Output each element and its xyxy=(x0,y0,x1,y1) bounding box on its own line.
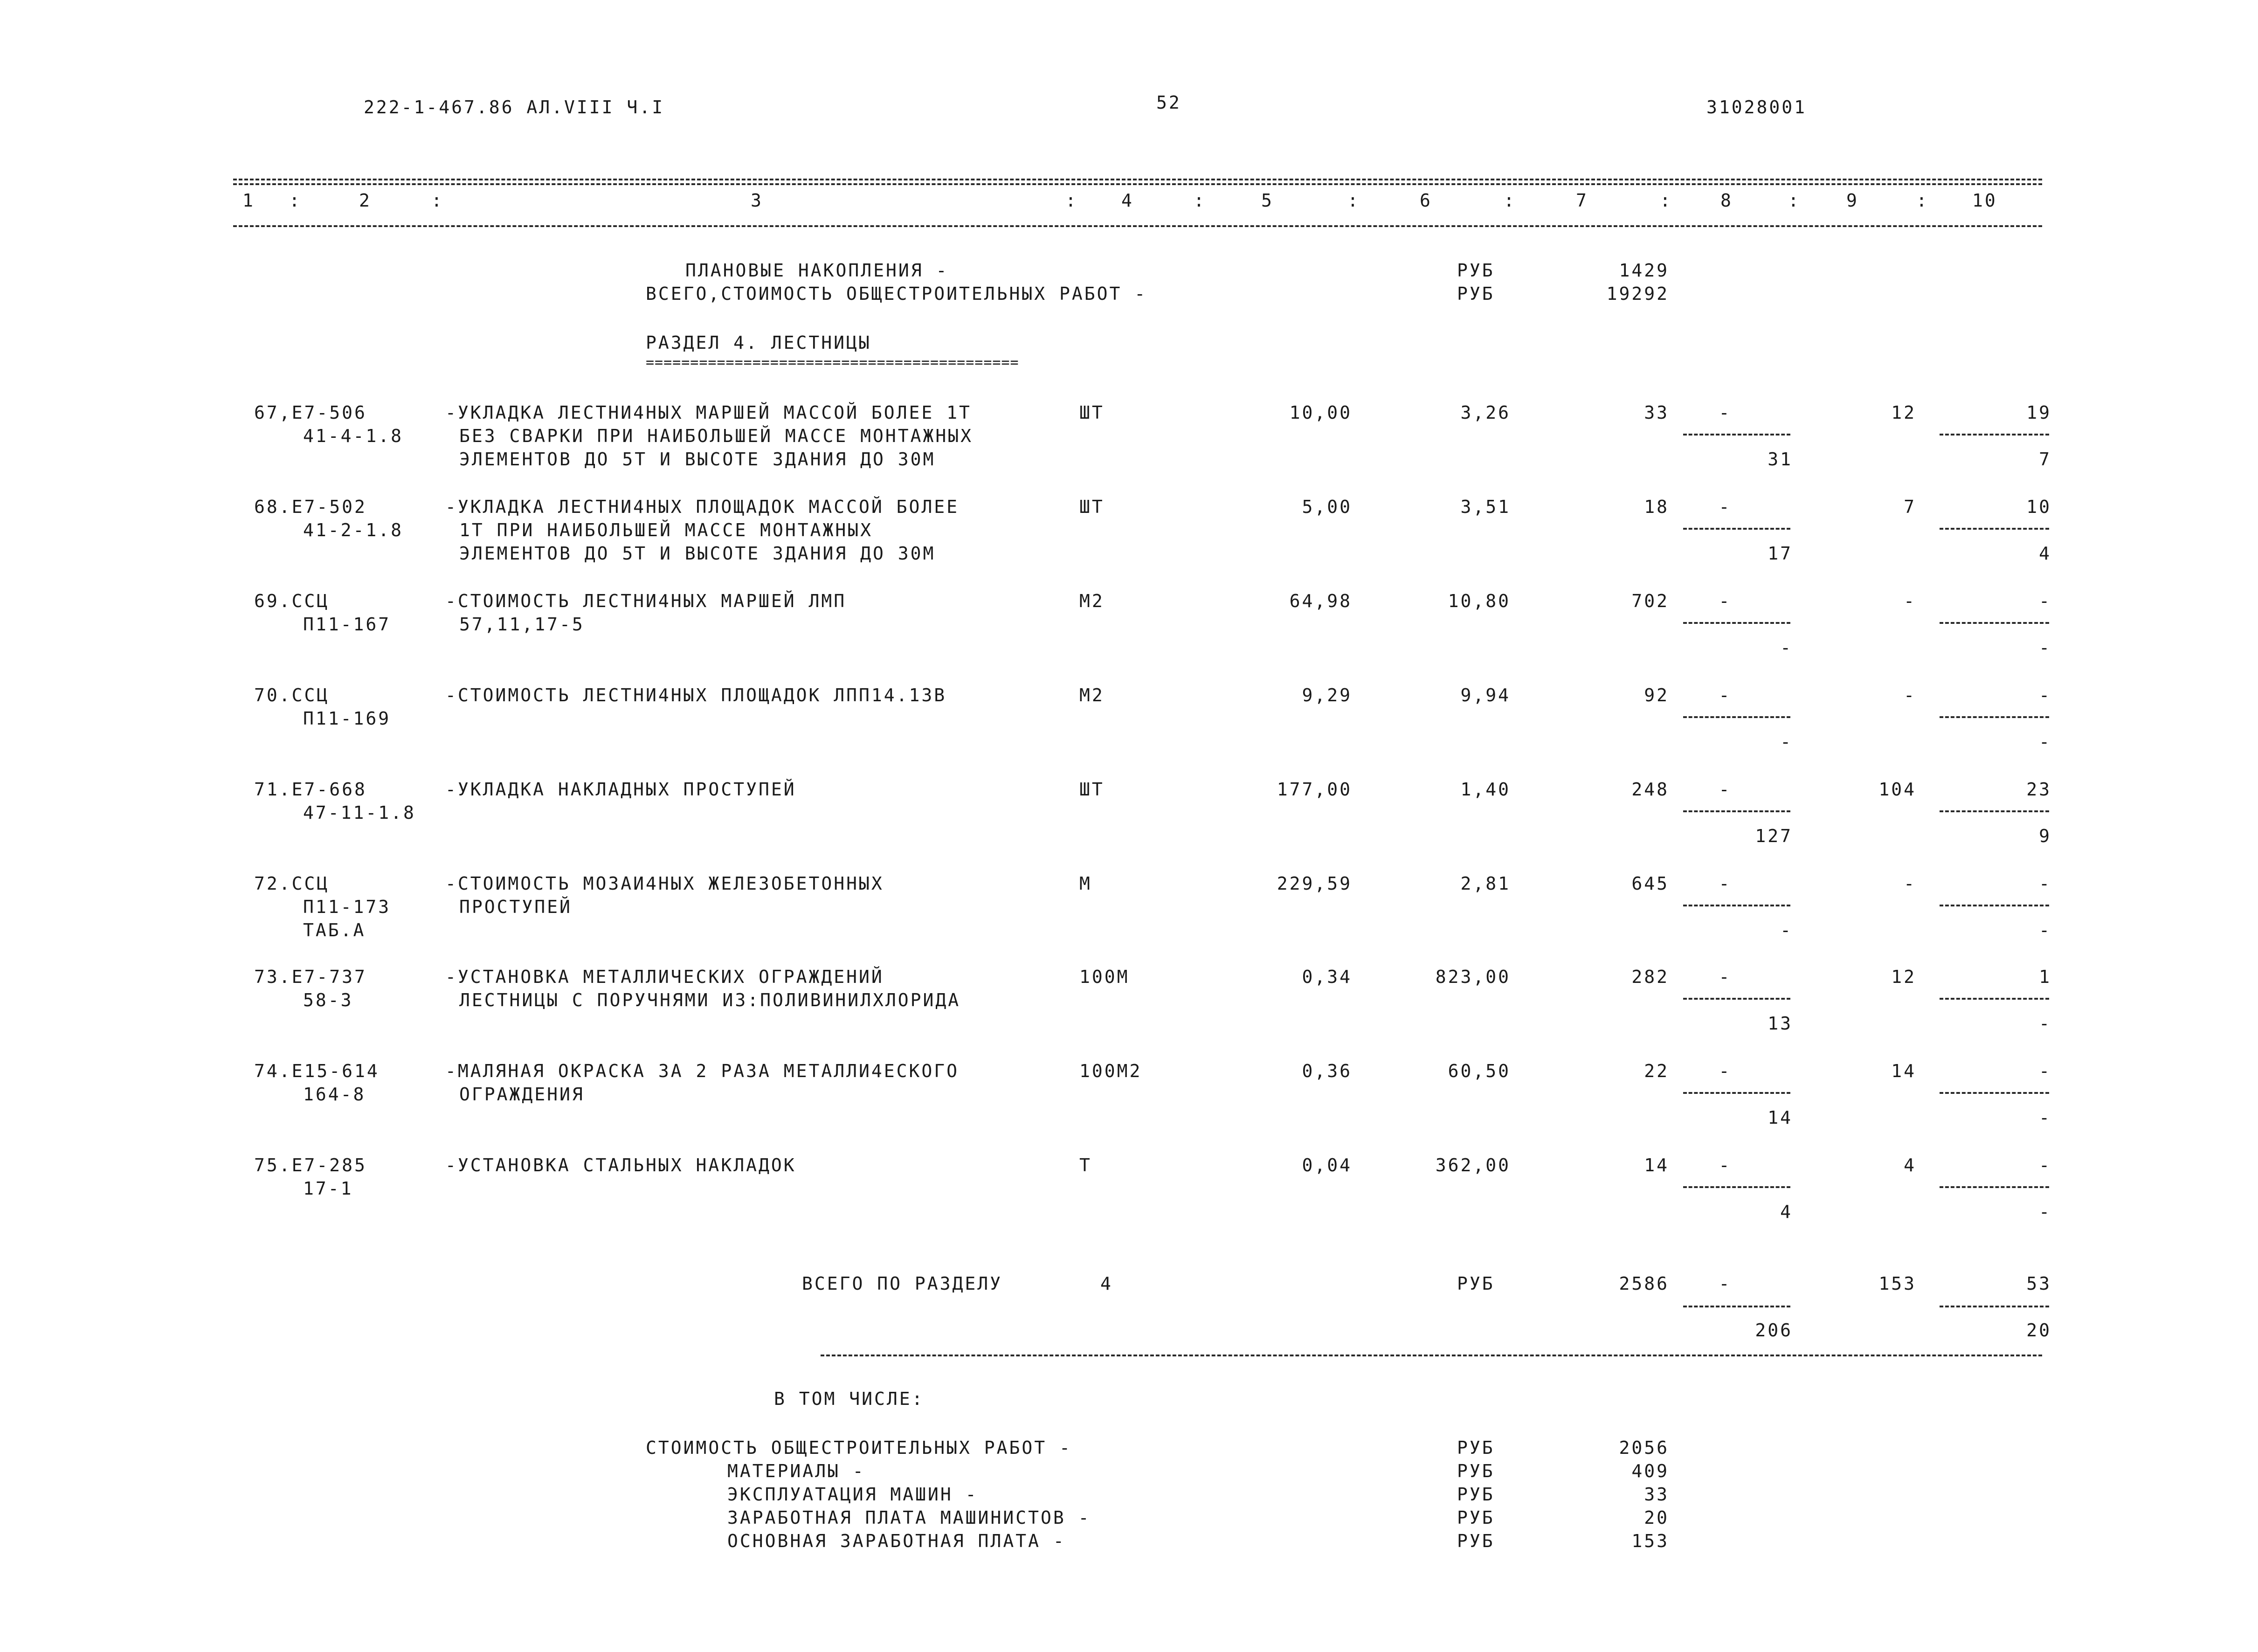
row-col10-rule xyxy=(1940,810,2049,812)
row-unit: М2 xyxy=(1079,685,1105,705)
row-col10-rule xyxy=(1940,905,2049,906)
row-quantity: 0,34 xyxy=(1302,967,1352,987)
row-quantity: 64,98 xyxy=(1289,591,1352,611)
row-description: БЕЗ СВАРКИ ПРИ НАИБОЛЬШЕЙ МАССЕ МОНТАЖНЫХ xyxy=(459,426,973,446)
row-col10-rule xyxy=(1940,1186,2049,1188)
column-header-10: 10 xyxy=(1972,190,1997,211)
row-col8: - xyxy=(1719,1061,1732,1081)
summary-label: ВСЕГО,СТОИМОСТЬ ОБЩЕСТРОИТЕЛЬНЫХ РАБОТ - xyxy=(646,283,1147,304)
row-unit: ШТ xyxy=(1079,497,1105,517)
row-col10: - xyxy=(2039,685,2051,705)
row-col8-bottom: 31 xyxy=(1768,449,1793,470)
including-label: ЗАРАБОТНАЯ ПЛАТА МАШИНИСТОВ - xyxy=(727,1507,1091,1528)
row-total: 645 xyxy=(1631,873,1669,894)
including-unit: РУБ xyxy=(1457,1531,1495,1551)
row-unit-price: 1,40 xyxy=(1460,779,1511,800)
section-total-num: 4 xyxy=(1100,1273,1113,1294)
row-quantity: 229,59 xyxy=(1277,873,1352,894)
row-col8-bottom: 14 xyxy=(1768,1107,1793,1128)
row-total: 92 xyxy=(1644,685,1669,705)
row-col9: - xyxy=(1904,685,1916,705)
row-unit-price: 362,00 xyxy=(1435,1155,1511,1175)
section-total-c10-rule xyxy=(1940,1306,2049,1307)
summary-value: 1429 xyxy=(1619,260,1669,281)
row-col10-rule xyxy=(1940,998,2049,1000)
column-header-5: 5 xyxy=(1261,190,1274,211)
row-col8: - xyxy=(1719,873,1732,894)
row-col10-bottom: - xyxy=(2039,1013,2051,1034)
row-code-ref: П11-173 xyxy=(303,897,391,917)
row-col8-bottom: 17 xyxy=(1768,543,1793,564)
row-unit-price: 10,80 xyxy=(1448,591,1511,611)
total-rule xyxy=(821,1355,2042,1356)
including-unit: РУБ xyxy=(1457,1461,1495,1481)
column-separator: : xyxy=(1065,190,1078,211)
row-col8-bottom: - xyxy=(1780,732,1793,752)
section-total-c10: 53 xyxy=(2026,1273,2051,1294)
row-col10-bottom: 9 xyxy=(2039,826,2051,846)
column-separator: : xyxy=(1504,190,1516,211)
including-label: СТОИМОСТЬ ОБЩЕСТРОИТЕЛЬНЫХ РАБОТ - xyxy=(646,1438,1072,1458)
column-header-7: 7 xyxy=(1576,190,1588,211)
row-col8: - xyxy=(1719,497,1732,517)
row-col8: - xyxy=(1719,779,1732,800)
row-quantity: 0,36 xyxy=(1302,1061,1352,1081)
including-value: 409 xyxy=(1631,1461,1669,1481)
row-code-ref: 17-1 xyxy=(303,1178,353,1199)
row-unit-price: 2,81 xyxy=(1460,873,1511,894)
doc-number: 31028001 xyxy=(1706,97,1807,118)
row-code: 68.Е7-502 xyxy=(254,497,367,517)
row-col10: - xyxy=(2039,1061,2051,1081)
row-description: ПРОСТУПЕЙ xyxy=(459,897,572,917)
including-unit: РУБ xyxy=(1457,1507,1495,1528)
row-col9: 12 xyxy=(1891,402,1916,423)
row-code: 71.Е7-668 xyxy=(254,779,367,800)
row-description: 57,11,17-5 xyxy=(459,614,585,635)
row-col10: - xyxy=(2039,1155,2051,1175)
column-separator: : xyxy=(431,190,444,211)
row-col8-rule xyxy=(1683,528,1790,530)
row-unit-price: 3,51 xyxy=(1460,497,1511,517)
row-total: 33 xyxy=(1644,402,1669,423)
row-unit-price: 3,26 xyxy=(1460,402,1511,423)
row-col10-bottom: - xyxy=(2039,1202,2051,1222)
section-title: РАЗДЕЛ 4. ЛЕСТНИЦЫ xyxy=(646,332,871,353)
including-value: 33 xyxy=(1644,1484,1669,1505)
section-underline: ========================================== xyxy=(646,354,1019,371)
row-col8-rule xyxy=(1683,998,1790,1000)
including-label: МАТЕРИАЛЫ - xyxy=(727,1461,865,1481)
row-code-ref: 164-8 xyxy=(303,1084,366,1105)
section-total-c10b: 20 xyxy=(2026,1320,2051,1341)
row-quantity: 177,00 xyxy=(1277,779,1352,800)
row-col10-rule xyxy=(1940,434,2049,435)
including-unit: РУБ xyxy=(1457,1438,1495,1458)
column-header-3: 3 xyxy=(751,190,763,211)
row-col8-rule xyxy=(1683,434,1790,435)
row-col9: - xyxy=(1904,873,1916,894)
row-col9: 7 xyxy=(1904,497,1916,517)
section-total-unit: РУБ xyxy=(1457,1273,1495,1294)
row-code-ref: 58-3 xyxy=(303,990,353,1010)
row-col10: 10 xyxy=(2026,497,2051,517)
including-value: 2056 xyxy=(1619,1438,1669,1458)
row-col10-bottom: - xyxy=(2039,637,2051,658)
row-code-ref: 41-4-1.8 xyxy=(303,426,404,446)
row-col9: 14 xyxy=(1891,1061,1916,1081)
row-code: 73.Е7-737 xyxy=(254,967,367,987)
row-col10: - xyxy=(2039,873,2051,894)
row-col8-bottom: 13 xyxy=(1768,1013,1793,1034)
row-col8-rule xyxy=(1683,716,1790,718)
row-description: -МАЛЯНАЯ ОКРАСКА ЗА 2 РАЗА МЕТАЛЛИ4ЕСКОГО xyxy=(445,1061,959,1081)
row-quantity: 9,29 xyxy=(1302,685,1352,705)
row-code: 67,Е7-506 xyxy=(254,402,367,423)
row-code-ref: П11-169 xyxy=(303,708,391,729)
summary-value: 19292 xyxy=(1606,283,1669,304)
row-col10: 1 xyxy=(2039,967,2051,987)
row-col10-bottom: - xyxy=(2039,732,2051,752)
row-col8: - xyxy=(1719,1155,1732,1175)
row-description: -УСТАНОВКА МЕТАЛЛИЧЕСКИХ ОГРАЖДЕНИЙ xyxy=(445,967,884,987)
row-col10-bottom: - xyxy=(2039,1107,2051,1128)
row-col8-bottom: - xyxy=(1780,637,1793,658)
row-total: 282 xyxy=(1631,967,1669,987)
row-col10-bottom: - xyxy=(2039,920,2051,940)
row-col10-bottom: 7 xyxy=(2039,449,2051,470)
row-unit: 100М2 xyxy=(1079,1061,1142,1081)
including-label: ЭКСПЛУАТАЦИЯ МАШИН - xyxy=(727,1484,978,1505)
row-description: ЭЛЕМЕНТОВ ДО 5Т И ВЫСОТЕ ЗДАНИЯ ДО 30М xyxy=(459,449,936,470)
column-header-8: 8 xyxy=(1720,190,1733,211)
row-unit: ШТ xyxy=(1079,779,1105,800)
column-header-9: 9 xyxy=(1846,190,1859,211)
column-header-1: 1 xyxy=(242,190,255,211)
row-total: 18 xyxy=(1644,497,1669,517)
including-title: В ТОМ ЧИСЛЕ: xyxy=(774,1389,925,1409)
row-description: -СТОИМОСТЬ МОЗАИ4НЫХ ЖЕЛЕЗОБЕТОННЫХ xyxy=(445,873,884,894)
row-unit-price: 60,50 xyxy=(1448,1061,1511,1081)
row-unit-price: 9,94 xyxy=(1460,685,1511,705)
row-col10-rule xyxy=(1940,716,2049,718)
row-total: 248 xyxy=(1631,779,1669,800)
row-total: 14 xyxy=(1644,1155,1669,1175)
row-code-table: ТАБ.А xyxy=(303,920,366,940)
row-description: ЛЕСТНИЦЫ С ПОРУЧНЯМИ ИЗ:ПОЛИВИНИЛХЛОРИДА xyxy=(459,990,961,1010)
row-col10-rule xyxy=(1940,1092,2049,1094)
header-rule-top-2 xyxy=(233,183,2042,185)
row-quantity: 10,00 xyxy=(1289,402,1352,423)
row-unit-price: 823,00 xyxy=(1435,967,1511,987)
column-separator: : xyxy=(1788,190,1801,211)
page-number: 52 xyxy=(1156,92,1181,113)
summary-unit: РУБ xyxy=(1457,283,1495,304)
row-col8-rule xyxy=(1683,1186,1790,1188)
row-col8-rule xyxy=(1683,622,1790,624)
summary-label: ПЛАНОВЫЕ НАКОПЛЕНИЯ - xyxy=(685,260,949,281)
including-label: ОСНОВНАЯ ЗАРАБОТНАЯ ПЛАТА - xyxy=(727,1531,1066,1551)
row-col9: 104 xyxy=(1878,779,1916,800)
row-col8: - xyxy=(1719,402,1732,423)
column-header-4: 4 xyxy=(1121,190,1134,211)
row-code: 70.ССЦ xyxy=(254,685,330,705)
including-value: 153 xyxy=(1631,1531,1669,1551)
row-quantity: 5,00 xyxy=(1302,497,1352,517)
row-code: 72.ССЦ xyxy=(254,873,330,894)
row-col9: - xyxy=(1904,591,1916,611)
row-code: 74.Е15-614 xyxy=(254,1061,380,1081)
row-description: -УКЛАДКА ЛЕСТНИ4НЫХ ПЛОЩАДОК МАССОЙ БОЛЕЕ xyxy=(445,497,959,517)
row-col10: 23 xyxy=(2026,779,2051,800)
row-code-ref: 41-2-1.8 xyxy=(303,520,404,540)
summary-unit: РУБ xyxy=(1457,260,1495,281)
column-separator: : xyxy=(1916,190,1929,211)
row-description: -УКЛАДКА ЛЕСТНИ4НЫХ МАРШЕЙ МАССОЙ БОЛЕЕ 1Т xyxy=(445,402,972,423)
row-code: 75.Е7-285 xyxy=(254,1155,367,1175)
row-description: -СТОИМОСТЬ ЛЕСТНИ4НЫХ МАРШЕЙ ЛМП xyxy=(445,591,847,611)
section-total-c8-rule xyxy=(1683,1306,1790,1307)
row-col9: 12 xyxy=(1891,967,1916,987)
row-unit: 100М xyxy=(1079,967,1130,987)
row-unit: М2 xyxy=(1079,591,1105,611)
row-col9: 4 xyxy=(1904,1155,1916,1175)
row-description: -УСТАНОВКА СТАЛЬНЫХ НАКЛАДОК xyxy=(445,1155,796,1175)
row-col8-bottom: 4 xyxy=(1780,1202,1793,1222)
row-quantity: 0,04 xyxy=(1302,1155,1352,1175)
row-col8-rule xyxy=(1683,1092,1790,1094)
column-separator: : xyxy=(1660,190,1672,211)
doc-code: 222-1-467.86 АЛ.VIII Ч.I xyxy=(364,97,665,118)
row-col8-bottom: 127 xyxy=(1755,826,1793,846)
header-rule-top xyxy=(233,179,2042,180)
row-col8: - xyxy=(1719,685,1732,705)
column-header-2: 2 xyxy=(359,190,372,211)
row-col8-rule xyxy=(1683,810,1790,812)
row-description: ОГРАЖДЕНИЯ xyxy=(459,1084,585,1105)
section-total-label: ВСЕГО ПО РАЗДЕЛУ xyxy=(802,1273,1003,1294)
section-total-c9: 153 xyxy=(1878,1273,1916,1294)
row-unit: ШТ xyxy=(1079,402,1105,423)
row-description: 1Т ПРИ НАИБОЛЬШЕЙ МАССЕ МОНТАЖНЫХ xyxy=(459,520,873,540)
column-separator: : xyxy=(289,190,302,211)
row-total: 22 xyxy=(1644,1061,1669,1081)
row-col8-bottom: - xyxy=(1780,920,1793,940)
section-total-c8: - xyxy=(1719,1273,1732,1294)
row-code: 69.ССЦ xyxy=(254,591,330,611)
row-code-ref: П11-167 xyxy=(303,614,391,635)
including-value: 20 xyxy=(1644,1507,1669,1528)
column-separator: : xyxy=(1194,190,1206,211)
row-description: ЭЛЕМЕНТОВ ДО 5Т И ВЫСОТЕ ЗДАНИЯ ДО 30М xyxy=(459,543,936,564)
column-header-6: 6 xyxy=(1420,190,1432,211)
row-unit: М xyxy=(1079,873,1092,894)
row-col8-rule xyxy=(1683,905,1790,906)
row-col10-rule xyxy=(1940,528,2049,530)
row-col10: 19 xyxy=(2026,402,2051,423)
row-total: 702 xyxy=(1631,591,1669,611)
header-rule-bottom xyxy=(233,225,2042,227)
row-description: -СТОИМОСТЬ ЛЕСТНИ4НЫХ ПЛОЩАДОК ЛПП14.13В xyxy=(445,685,947,705)
row-col10-bottom: 4 xyxy=(2039,543,2051,564)
row-col8: - xyxy=(1719,967,1732,987)
including-unit: РУБ xyxy=(1457,1484,1495,1505)
row-unit: Т xyxy=(1079,1155,1092,1175)
section-total-c8b: 206 xyxy=(1755,1320,1793,1341)
row-col10: - xyxy=(2039,591,2051,611)
row-description: -УКЛАДКА НАКЛАДНЫХ ПРОСТУПЕЙ xyxy=(445,779,796,800)
row-col10-rule xyxy=(1940,622,2049,624)
section-total-value: 2586 xyxy=(1619,1273,1669,1294)
row-code-ref: 47-11-1.8 xyxy=(303,802,416,823)
row-col8: - xyxy=(1719,591,1732,611)
column-separator: : xyxy=(1347,190,1360,211)
